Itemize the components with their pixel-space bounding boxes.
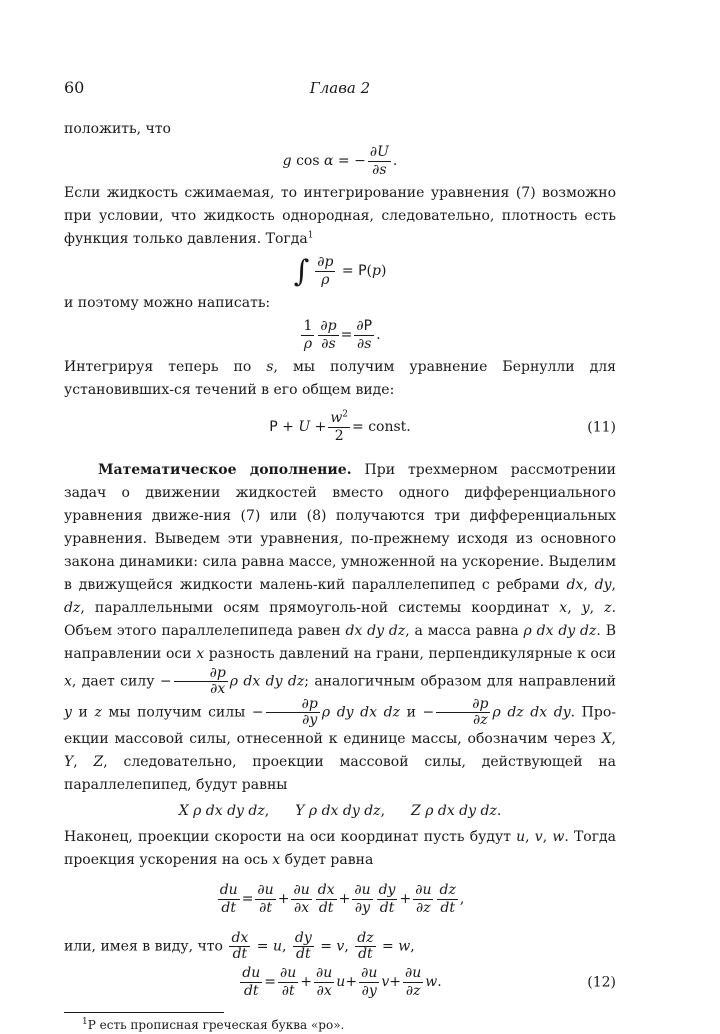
paragraph: Если жидкость сжимаемая, то интегрирование уравнения (7) возможно при условии, что жидкость однородная, следовательно, плотность есть функция только давления. Тогда$^1$ — [64, 185, 616, 247]
text-line: и поэтому можно написать: — [64, 295, 271, 311]
paragraph: Наконец, проекции скорости на оси координат пусть будут u, v, w. Тогда проекция ускорения на ось x будет равна — [64, 829, 617, 868]
text-line: положить, что — [64, 121, 171, 137]
equation-derivative: $\frac{1}{\rho}$ $\frac{\partial p}{\partial s}$ = $\frac{\partial P}{\partial s}$ . — [303, 318, 381, 352]
page-header — [64, 76, 616, 98]
page — [64, 76, 616, 1034]
footnote-divider — [64, 1012, 224, 1013]
equation-integral: ∫ $\frac{\partial p}{\rho}$ = P(p) — [293, 253, 387, 289]
equation-number: (12) — [587, 974, 616, 990]
equation-number: (11) — [587, 419, 616, 435]
footnote: $^1$P есть прописная греческая буква «ро». — [82, 1017, 345, 1032]
paragraph-math-supplement: Математическое дополнение. При трехмерном рассмотрении задач о движении жидкостей вместо одного дифференциального уравнения движе-ния (7) или (8) получаются три дифференциальных уравнения. Выведем эти уравнения, по-прежнему исходя из основного закона динамики: сила равна массе, умноженной на ускорение. Выделим в движущейся жидкости малень-кий параллелепипед с ребрами dx, dy, dz, параллельными осям прямоуголь-ной системы координат x, y, z. Объем этого параллелепипеда равен dx dy dz, а масса равна ρ dx dy dz. В направлении оси x разность давлений на грани, перпендикулярные к оси x, дает силу − $\frac{\partial p}{\partial x}$ ρ dx dy dz; аналогичным образом для направлений y и z мы получим силы − $\frac{\partial p}{\partial y}$ ρ dy dx dz и − $\frac{\partial p}{\partial z}$ ρ dz dx dy. Про-екции массовой силы, отнесенной к единице массы, обозначим через X, Y, Z, следовательно, проекции массовой силы, действующей на параллелепипед, будут равны — [64, 462, 617, 793]
equation-gcos: g cos α = − $\frac{\partial U}{\partial s}$ . — [282, 144, 398, 178]
paragraph: Интегрируя теперь по s, мы получим уравнение Бернулли для установивших-ся течений в его общем виде: — [64, 359, 616, 398]
page-number: 60 — [64, 78, 85, 97]
equation-mass-forces: X ρ dx dy dz, Y ρ dx dy dz, Z ρ dx dy dz. — [178, 803, 502, 819]
text-line: или, имея в виду, что $\frac{dx}{dt}$ = u, $\frac{dy}{dt}$ = v, $\frac{dz}{dt}$ = w, — [64, 930, 415, 962]
equation-acceleration: $\frac{du}{dt}$ = $\frac{\partial u}{\partial t}$ + $\frac{\partial u}{\partial x}$ $\frac{dx}{dt}$ + $\frac{\partial u}{\partial y}$ $\frac{dy}{dt}$ + $\frac{\partial u}{\partial z}$ $\frac{dz}{dt}$ , — [219, 882, 465, 916]
equation-euler: $\frac{du}{dt}$ = $\frac{\partial u}{\partial t}$ + $\frac{\partial u}{\partial x}$ u + $\frac{\partial u}{\partial y}$ v + $\frac{\partial u}{\partial z}$ w . (12) — [242, 965, 616, 999]
equation-bernoulli: P + U + $\frac{w^2}{2}$ = const. (11) — [269, 409, 616, 444]
chapter-title: Глава 2 — [309, 79, 371, 97]
